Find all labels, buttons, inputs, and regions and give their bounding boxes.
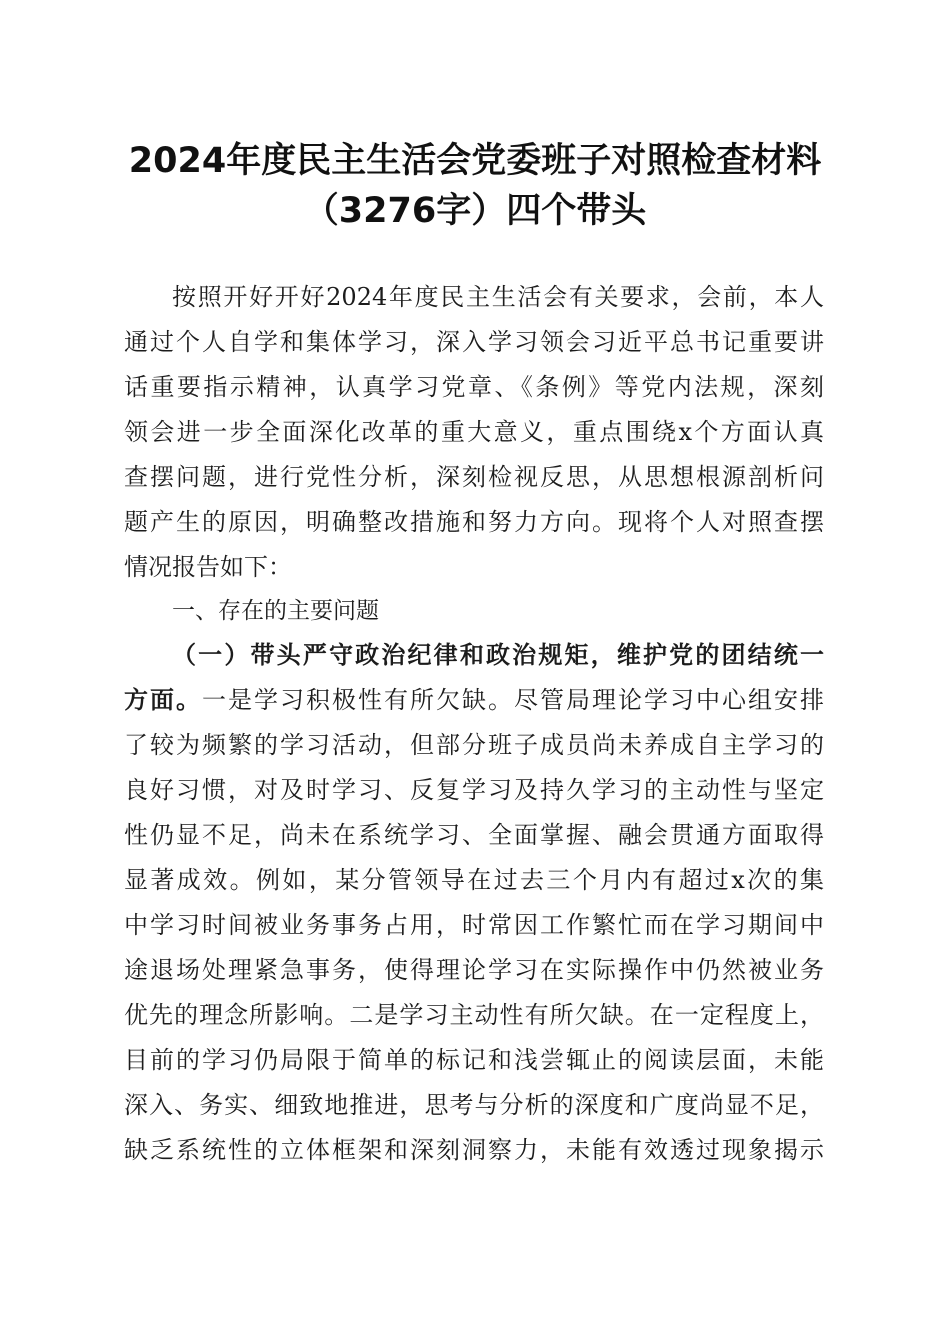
body-line: 深入、务实、细致地推进，思考与分析的深度和广度尚显不足， [124,1091,824,1119]
subsection-heading-end: 方面。 [124,685,202,714]
body-line: 了较为频繁的学习活动，但部分班子成员尚未养成自主学习的 [124,731,824,759]
body-text: 一是学习积极性有所欠缺。尽管局理论学习中心组安排 [202,686,824,714]
body-line: 缺乏系统性的立体框架和深刻洞察力，未能有效透过现象揭示 [124,1136,824,1164]
document-title-line2: （3276字）四个带头 [303,191,647,231]
body-line: 目前的学习仍局限于简单的标记和浅尝辄止的阅读层面，未能 [124,1046,824,1074]
body-line [124,680,824,720]
intro-line: 话重要指示精神，认真学习党章、《条例》等党内法规，深刻 [124,373,824,401]
intro-line: 查摆问题，进行党性分析，深刻检视反思，从思想根源剖析问 [124,463,824,491]
intro-line: 领会进一步全面深化改革的重大意义，重点围绕x个方面认真 [124,418,824,446]
section-heading: 一、存在的主要问题 [172,598,379,624]
body-line: 显著成效。例如，某分管领导在过去三个月内有超过x次的集 [124,866,824,894]
body-line: 优先的理念所影响。二是学习主动性有所欠缺。在一定程度上， [124,1001,824,1029]
intro-line: 按照开好开好2024年度民主生活会有关要求，会前，本人 [172,283,824,311]
body-line: 良好习惯，对及时学习、反复学习及持久学习的主动性与坚定 [124,776,824,804]
intro-line: 情况报告如下： [124,553,292,581]
body-line: 中学习时间被业务事务占用，时常因工作繁忙而在学习期间中 [124,911,824,939]
intro-line: 题产生的原因，明确整改措施和努力方向。现将个人对照查摆 [124,508,824,536]
document-title-line1: 2024年度民主生活会党委班子对照检查材料 [128,141,822,181]
body-line: 途退场处理紧急事务，使得理论学习在实际操作中仍然被业务 [124,956,824,984]
subsection-heading: （一）带头严守政治纪律和政治规矩，维护党的团结统一 [172,640,824,669]
body-line: 性仍显不足，尚未在系统学习、全面掌握、融会贯通方面取得 [124,821,824,849]
intro-line: 通过个人自学和集体学习，深入学习领会习近平总书记重要讲 [124,328,824,356]
